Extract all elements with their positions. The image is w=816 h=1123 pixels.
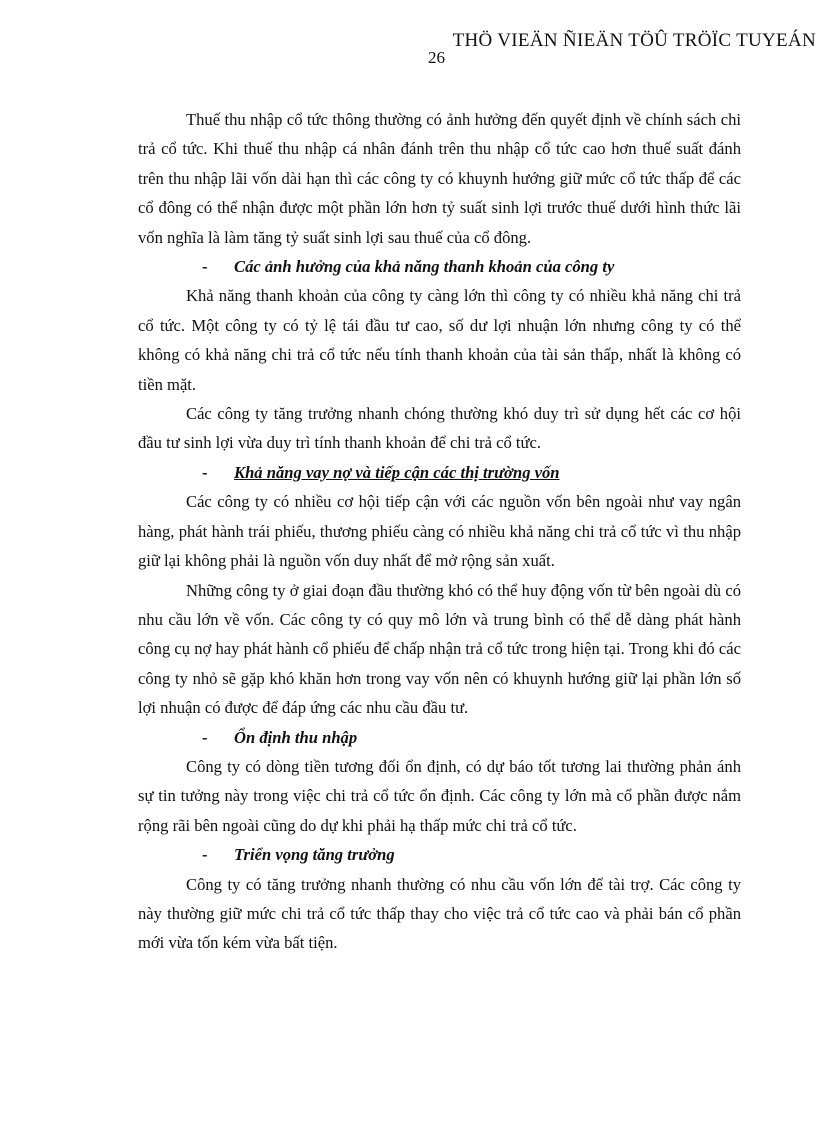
paragraph-capital-access: Các công ty có nhiều cơ hội tiếp cận với các nguồn vốn bên ngoài như vay ngân hàng, phát hành trái phiếu, thương phiếu càng có nhiều khả năng chi trả cổ tức vì thu nhập giữ lại không phải là nguồn vốn duy nhất để mở rộng sản xuất. (138, 492, 741, 571)
paragraph-liquidity: Khả năng thanh khoản của công ty càng lớn thì công ty có nhiều khả năng chi trả cổ tức. Một công ty có tỷ lệ tái đầu tư cao, số dư lợi nhuận lớn nhưng công ty có thể không có khả năng chi trả cổ tức nếu tính thanh khoản của tài sản thấp, nhất là không có tiền mặt. (138, 286, 741, 394)
bullet-dash: - (202, 727, 208, 747)
section-heading-liquidity (138, 252, 741, 281)
heading-text: Triển vọng tăng trưởng (234, 845, 395, 865)
paragraph-early-stage: Những công ty ở giai đoạn đầu thường khó có thể huy động vốn từ bên ngoài dù có nhu cầu lớn về vốn. Các công ty có quy mô lớn và trung bình có thể dễ dàng phát hành công cụ nợ hay phát hành cổ phiếu để chấp nhận trả cổ tức trong hiện tại. Trong khi đó các công ty nhỏ sẽ gặp khó khăn hơn trong vay vốn nên có khuynh hướng giữ lại phần lớn số lợi nhuận có được để đáp ứng các nhu cầu đầu tư. (138, 580, 741, 718)
bullet-dash: - (202, 462, 208, 482)
paragraph-growth-prospects: Công ty có tăng trưởng nhanh thường có nhu cầu vốn lớn để tài trợ. Các công ty này thường giữ mức chi trả cổ tức thấp thay cho việc trả cổ tức cao và phải bán cổ phần mới vừa tốn kém vừa bất tiện. (138, 874, 741, 953)
page-number: 26 (428, 48, 445, 67)
document-body (138, 105, 741, 958)
heading-text: Khả năng vay nợ và tiếp cận các thị trường vốn (234, 462, 560, 482)
heading-text: Các ảnh hưởng của khả năng thanh khoản của công ty (234, 257, 615, 277)
section-heading-borrowing (138, 458, 741, 487)
bullet-dash: - (202, 257, 208, 277)
section-heading-income-stability (138, 723, 741, 752)
paragraph-dividend-tax: Thuế thu nhập cổ tức thông thường có ảnh hưởng đến quyết định về chính sách chi trả cổ tức. Khi thuế thu nhập cá nhân đánh trên thu nhập cổ tức cao hơn thuế suất đánh trên thu nhập lãi vốn dài hạn thì các công ty có khuynh hướng giữ mức cổ tức thấp để các cổ đông có thể nhận được một phần lớn hơn tỷ suất sinh lợi trước thuế dưới hình thức lãi vốn nghĩa là làm tăng tỷ suất sinh lợi sau thuế của cổ đông. (138, 110, 741, 247)
paragraph-growth-liquidity: Các công ty tăng trưởng nhanh chóng thường khó duy trì sử dụng hết các cơ hội đầu tư sinh lợi vừa duy trì tính thanh khoản để chi trả cổ tức. (138, 404, 741, 453)
section-heading-growth-prospects (138, 840, 741, 869)
bullet-dash: - (202, 845, 208, 865)
paragraph-stable-cashflow: Công ty có dòng tiền tương đối ổn định, có dự báo tốt tương lai thường phản ánh sự tin tưởng này trong việc chi trả cổ tức ổn định. Các công ty lớn mà cổ phần được nắm rộng rãi bên ngoài cũng do dự khi phải hạ thấp mức chi trả cổ tức. (138, 756, 741, 835)
header-watermark: THÖ VIEÄN ÑIEÄN TÖÛ TRÖÏC TUYEÁN (452, 30, 816, 51)
heading-text: Ổn định thu nhập (234, 727, 358, 747)
